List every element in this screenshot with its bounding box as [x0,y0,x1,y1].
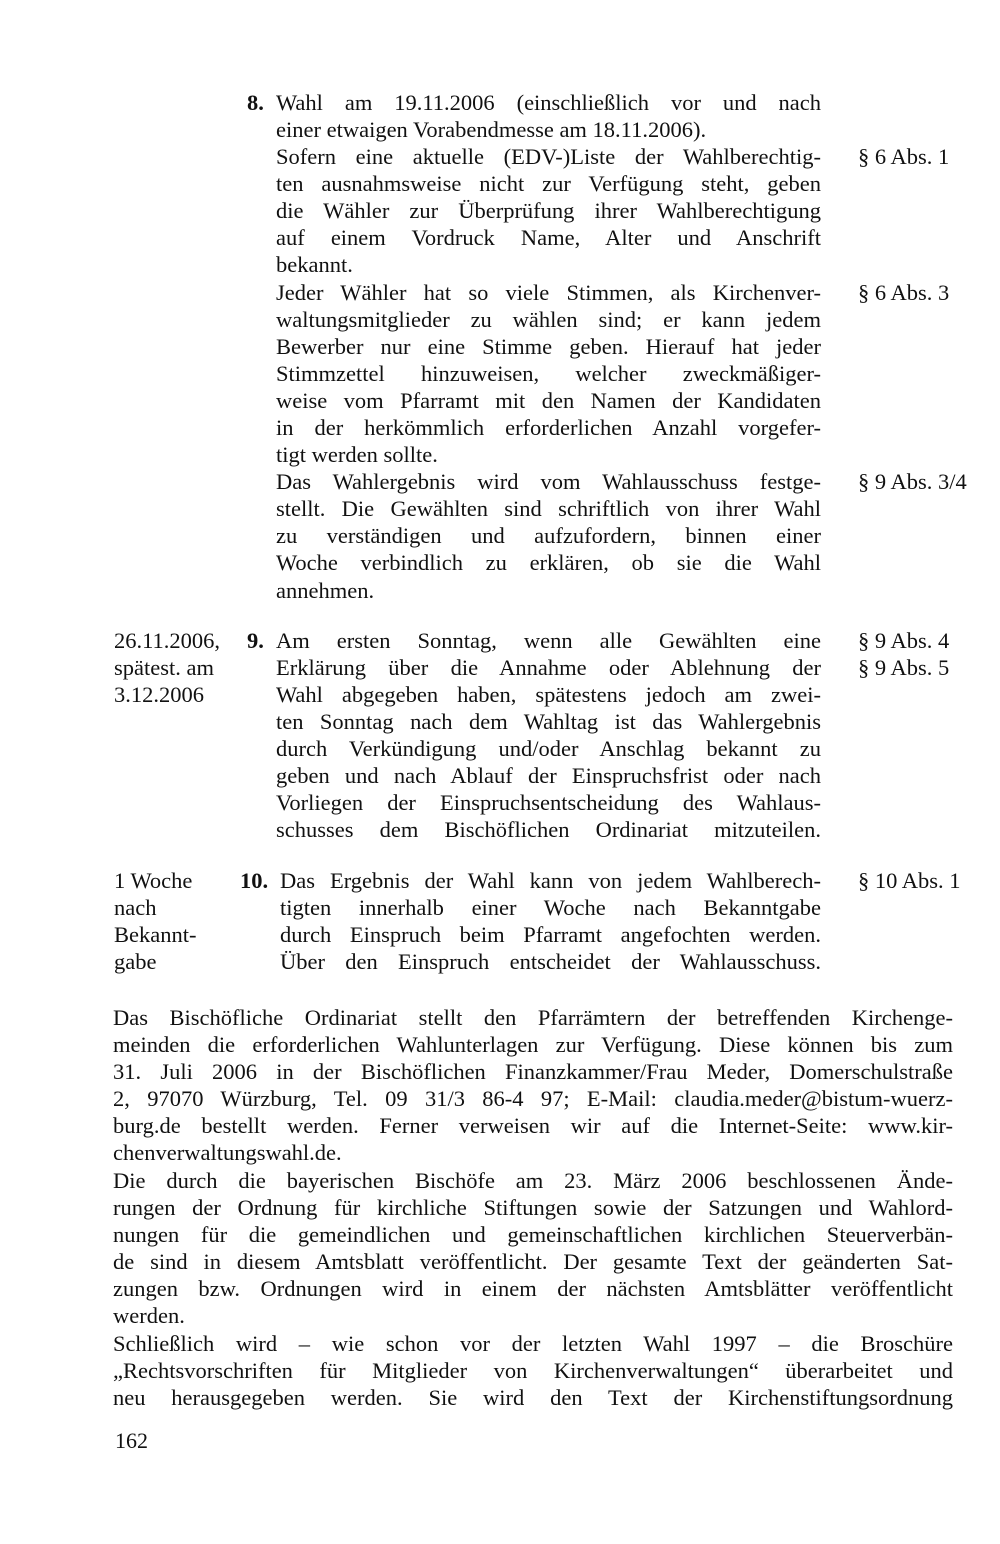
side-note: nach [114,895,157,920]
text-line: tigt werden sollte. [276,442,438,467]
text-line: „Rechtsvorschriften für Mitglieder von Kirchenverwaltungen“ überarbeitet und [113,1358,953,1383]
text-line: Wahl abgegeben haben, spätestens jedoch am zwei- [276,682,821,707]
text-line: einer etwaigen Vorabendmesse am 18.11.2006). [276,117,707,142]
paragraph-reference: § 9 Abs. 4 [858,628,950,653]
paragraph-reference: § 10 Abs. 1 [858,868,961,893]
side-note: Bekannt- [114,922,197,947]
text-line: stellt. Die Gewählten sind schriftlich von ihrer Wahl [276,496,821,521]
text-line: Erklärung über die Annahme oder Ablehnung der [276,655,821,680]
paragraph-reference: § 9 Abs. 3/4 [858,469,967,494]
text-line: in der herkömmlich erforderlichen Anzahl vorgefer- [276,415,821,440]
paragraph-reference: § 9 Abs. 5 [858,655,950,680]
text-line: nungen für die gemeindlichen und gemeinschaftlichen kirchlichen Steuerverbän- [113,1222,953,1247]
paragraph-reference: § 6 Abs. 3 [858,280,950,305]
item-10-number: 10. [240,868,269,893]
text-line: meinden die erforderlichen Wahlunterlagen zur Verfügung. Diese können bis zum [113,1032,953,1057]
text-line: annehmen. [276,578,375,603]
text-line: schusses dem Bischöflichen Ordinariat mitzuteilen. [276,817,821,842]
text-line: Das Ergebnis der Wahl kann von jedem Wahlberech- [280,868,821,893]
text-line: neu herausgegeben werden. Sie wird den Text der Kirchenstiftungsordnung [113,1385,953,1410]
text-line: Sofern eine aktuelle (EDV-)Liste der Wahlberechtig- [276,144,821,169]
text-line: chenverwaltungswahl.de. [113,1140,342,1165]
text-line: auf einem Vordruck Name, Alter und Anschrift [276,225,821,250]
text-line: 2, 97070 Würzburg, Tel. 09 31/3 86-4 97; E-Mail: claudia.meder@bistum-wuerz- [113,1086,953,1111]
paragraph-reference: § 6 Abs. 1 [858,144,950,169]
page-number: 162 [115,1428,148,1453]
text-line: geben und nach Ablauf der Einspruchsfrist oder nach [276,763,821,788]
text-line: weise vom Pfarramt mit den Namen der Kandidaten [276,388,821,413]
text-line: Bewerber nur eine Stimme geben. Hierauf hat jeder [276,334,821,359]
text-line: ten Sonntag nach dem Wahltag ist das Wahlergebnis [276,709,821,734]
text-line: waltungsmitglieder zu wählen sind; er kann jedem [276,307,821,332]
text-line: 31. Juli 2006 in der Bischöflichen Finanzkammer/Frau Meder, Domerschulstraße [113,1059,953,1084]
text-line: Wahl am 19.11.2006 (einschließlich vor und nach [276,90,821,115]
side-note: 3.12.2006 [114,682,204,707]
text-line: bekannt. [276,252,353,277]
text-line: Vorliegen der Einspruchsentscheidung des Wahlaus- [276,790,821,815]
text-line: Woche verbindlich zu erklären, ob sie die Wahl [276,550,821,575]
text-line: Stimmzettel hinzuweisen, welcher zweckmäßiger- [276,361,821,386]
text-line: rungen der Ordnung für kirchliche Stiftungen sowie der Satzungen und Wahlord- [113,1195,953,1220]
text-line: Das Bischöfliche Ordinariat stellt den Pfarrämtern der betreffenden Kirchenge- [113,1005,953,1030]
side-note: gabe [114,949,157,974]
text-line: Schließlich wird – wie schon vor der letzten Wahl 1997 – die Broschüre [113,1331,953,1356]
item-9-number: 9. [247,628,264,653]
side-note: spätest. am [114,655,214,680]
text-line: durch Einspruch beim Pfarramt angefochten werden. [280,922,821,947]
text-line: werden. [113,1303,185,1328]
text-line: tigten innerhalb einer Woche nach Bekanntgabe [280,895,821,920]
text-line: Jeder Wähler hat so viele Stimmen, als Kirchenver- [276,280,821,305]
text-line: Über den Einspruch entscheidet der Wahlausschuss. [280,949,821,974]
text-line: zu verständigen und aufzufordern, binnen einer [276,523,821,548]
text-line: Das Wahlergebnis wird vom Wahlausschuss festge- [276,469,821,494]
text-line: de sind in diesem Amtsblatt veröffentlicht. Der gesamte Text der geänderten Sat- [113,1249,953,1274]
text-line: zungen bzw. Ordnungen wird in einem der nächsten Amtsblätter veröffentlicht [113,1276,953,1301]
text-line: die Wähler zur Überprüfung ihrer Wahlberechtigung [276,198,821,223]
side-note: 26.11.2006, [114,628,221,653]
side-note: 1 Woche [114,868,193,893]
text-line: ten ausnahmsweise nicht zur Verfügung steht, geben [276,171,821,196]
text-line: Die durch die bayerischen Bischöfe am 23. März 2006 beschlossenen Ände- [113,1168,953,1193]
text-line: burg.de bestellt werden. Ferner verweisen wir auf die Internet-Seite: www.kir- [113,1113,953,1138]
text-line: durch Verkündigung und/oder Anschlag bekannt zu [276,736,821,761]
item-8-number: 8. [247,90,264,115]
text-line: Am ersten Sonntag, wenn alle Gewählten eine [276,628,821,653]
